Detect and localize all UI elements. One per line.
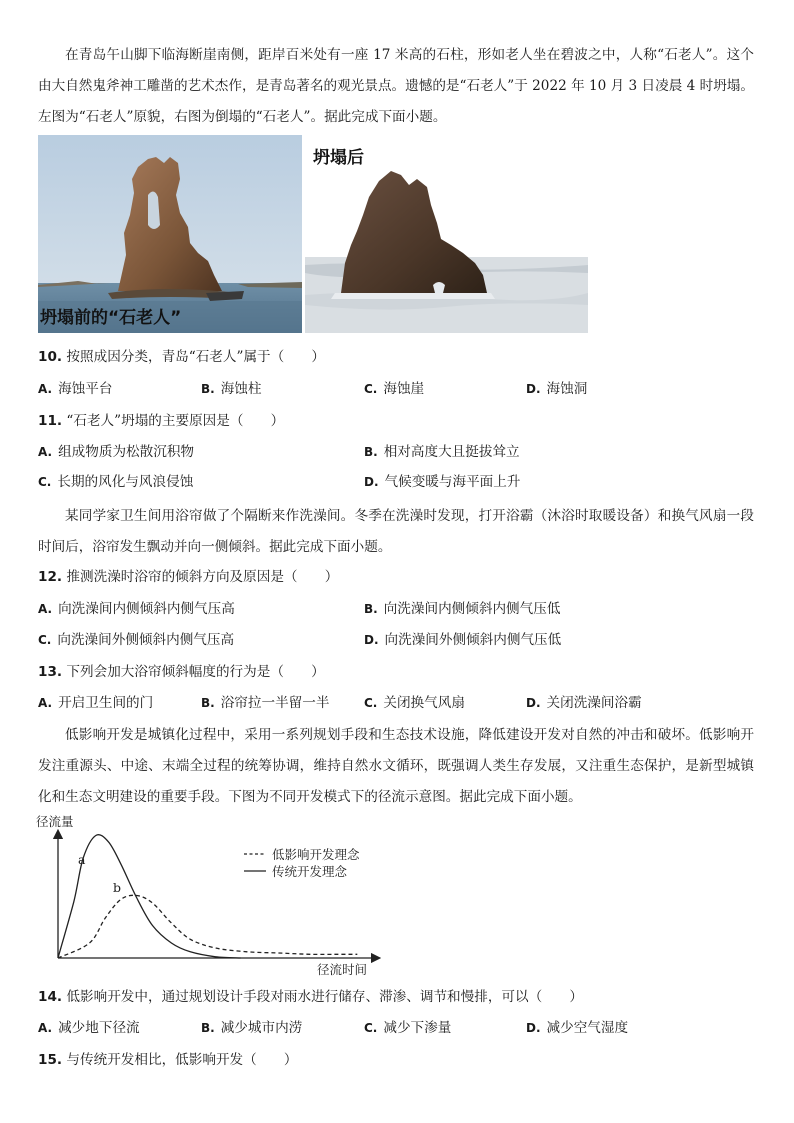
question-10 xyxy=(38,347,754,367)
question-stem: 按照成因分类，青岛“石老人”属于（ ） xyxy=(66,349,326,365)
curve-label-b: b xyxy=(113,880,122,895)
question-stem: 与传统开发相比，低影响开发（ ） xyxy=(66,1052,298,1068)
runoff-chart xyxy=(36,812,416,980)
option-10-b[interactable]: B. 海蚀柱 xyxy=(201,381,262,397)
option-13-b[interactable]: B. 浴帘拉一半留一半 xyxy=(201,695,330,711)
option-11-b[interactable]: B. 相对高度大且挺拔耸立 xyxy=(364,444,520,460)
option-14-c[interactable]: C. 减少下渗量 xyxy=(364,1020,452,1036)
question-number: 14. xyxy=(38,989,63,1005)
option-13-d[interactable]: D. 关闭洗澡间浴霸 xyxy=(526,695,642,711)
option-12-d[interactable]: D. 向洗澡间外侧倾斜内侧气压低 xyxy=(364,632,562,648)
option-10-a[interactable]: A. 海蚀平台 xyxy=(38,381,113,397)
runoff-chart-svg xyxy=(36,812,416,980)
option-11-d[interactable]: D. 气候变暖与海平面上升 xyxy=(364,474,521,490)
option-10-d[interactable]: D. 海蚀洞 xyxy=(526,381,588,397)
option-14-a[interactable]: A. 减少地下径流 xyxy=(38,1020,140,1036)
option-11-a[interactable]: A. 组成物质为松散沉积物 xyxy=(38,444,195,460)
photo-after-collapse xyxy=(305,135,588,333)
option-13-a[interactable]: A. 开启卫生间的门 xyxy=(38,695,154,711)
option-10-c[interactable]: C. 海蚀崖 xyxy=(364,381,425,397)
question-number: 11. xyxy=(38,413,63,429)
option-11-c[interactable]: C. 长期的风化与风浪侵蚀 xyxy=(38,474,194,490)
question-number: 10. xyxy=(38,349,63,365)
question-12 xyxy=(38,567,754,587)
passage-low-impact-development: 低影响开发是城镇化过程中，采用一系列规划手段和生态技术设施，降低建设开发对自然的冲击和破坏。低影响开发注重源头、中途、末端全过程的统筹协调，维持自然水文循环，既强调人类生存发展，又注重生态保护，是新型城镇化和生态文明建设的重要手段。下图为不同开发模式下的径流示意图。据此完成下面小题。 xyxy=(38,727,754,805)
question-11 xyxy=(38,411,754,431)
passage-shower-curtain: 某同学家卫生间用浴帘做了个隔断来作洗澡间。冬季在洗澡时发现，打开浴霸（沐浴时取暖设备）和换气风扇一段时间后，浴帘发生飘动并向一侧倾斜。据此完成下面小题。 xyxy=(38,508,754,555)
passage-shilaoren: 在青岛午山脚下临海断崖南侧，距岸百米处有一座 17 米高的石柱，形如老人坐在碧波之中，人称“石老人”。这个由大自然鬼斧神工雕凿的艺术杰作，是青岛著名的观光景点。遗憾的是“石老人”于 2022 年 10 月 3 日凌晨 4 时坍塌。左图为“石老人”原貌，右图为倒塌的“石老人”。据此完成下面小题。 xyxy=(38,47,754,125)
option-14-b[interactable]: B. 减少城市内涝 xyxy=(201,1020,303,1036)
question-stem: 低影响开发中，通过规划设计手段对雨水进行储存、滞渗、调节和慢排，可以（ ） xyxy=(66,989,583,1005)
question-stem: “石老人”坍塌的主要原因是（ ） xyxy=(66,413,285,429)
question-number: 13. xyxy=(38,664,63,680)
option-12-a[interactable]: A. 向洗澡间内侧倾斜内侧气压高 xyxy=(38,601,235,617)
question-14 xyxy=(38,987,754,1007)
option-12-c[interactable]: C. 向洗澡间外侧倾斜内侧气压高 xyxy=(38,632,235,648)
option-12-b[interactable]: B. 向洗澡间内侧倾斜内侧气压低 xyxy=(364,601,561,617)
question-number: 12. xyxy=(38,569,63,585)
question-stem: 推测洗澡时浴帘的倾斜方向及原因是（ ） xyxy=(66,569,339,585)
photo-before-collapse xyxy=(38,135,302,333)
question-number: 15. xyxy=(38,1052,63,1068)
caption-before: 坍塌前的“石老人” xyxy=(40,308,182,328)
question-13 xyxy=(38,662,754,682)
series-line-low-impact xyxy=(58,895,357,958)
option-14-d[interactable]: D. 减少空气湿度 xyxy=(526,1020,629,1036)
y-axis-label: 径流量 xyxy=(36,814,74,829)
x-axis-label: 径流时间 xyxy=(317,962,368,977)
legend-label-low-impact: 低影响开发理念 xyxy=(272,847,360,862)
question-stem: 下列会加大浴帘倾斜幅度的行为是（ ） xyxy=(66,664,325,680)
curve-label-a: a xyxy=(78,852,86,867)
option-13-c[interactable]: C. 关闭换气风扇 xyxy=(364,695,465,711)
caption-after: 坍塌后 xyxy=(313,148,364,168)
legend-label-traditional: 传统开发理念 xyxy=(272,864,348,879)
question-15 xyxy=(38,1050,754,1070)
